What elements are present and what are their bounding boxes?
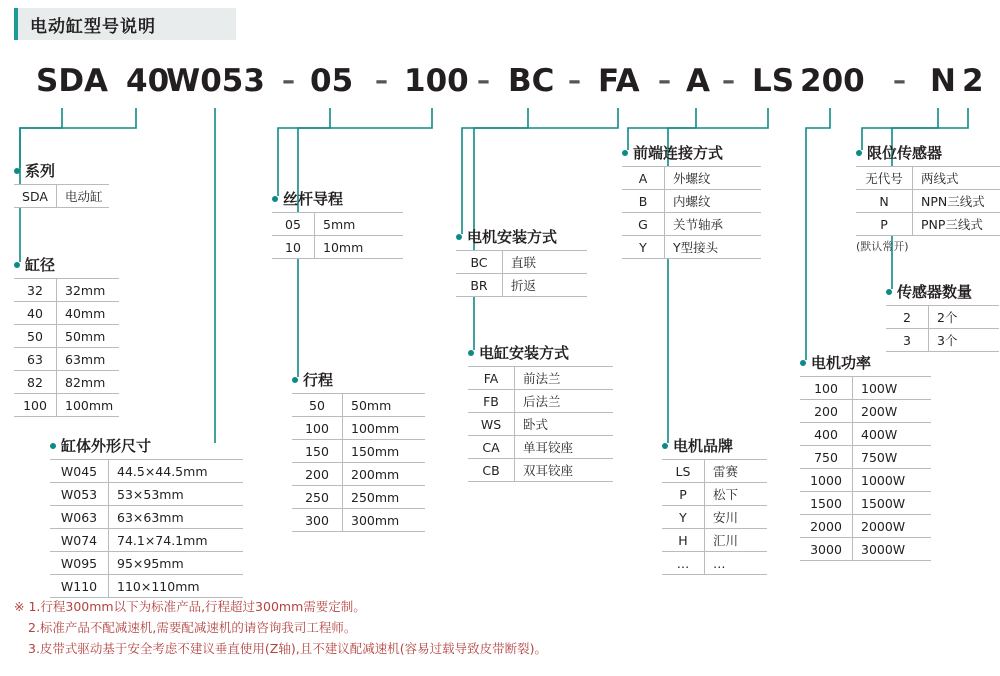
bullet-icon	[292, 377, 298, 383]
motor-power-code-5: 1500	[800, 492, 853, 515]
group-cylinder-mount-table	[468, 366, 613, 482]
motor-power-value-7: 3000W	[853, 538, 932, 561]
table-row	[272, 213, 403, 236]
group-cylinder-mount	[468, 342, 613, 482]
table-row	[800, 423, 931, 446]
group-motor-brand	[662, 435, 767, 575]
bore-value-3: 63mm	[57, 348, 120, 371]
motor-power-code-3: 750	[800, 446, 853, 469]
motor-brand-code-1: P	[662, 483, 705, 506]
group-front-connection-header	[622, 142, 761, 163]
table-row	[856, 190, 1000, 213]
table-row	[50, 575, 243, 598]
bullet-icon	[50, 443, 56, 449]
group-motor-brand-label: 电机品牌	[673, 437, 734, 455]
motor-brand-value-4: …	[705, 552, 768, 575]
group-lead-table	[272, 212, 403, 259]
stroke-value-5: 300mm	[343, 509, 426, 532]
limit-sensor-value-2: PNP三线式	[913, 213, 1000, 236]
bullet-icon	[14, 262, 20, 268]
stroke-value-1: 100mm	[343, 417, 426, 440]
motor-mount-value-0: 直联	[503, 251, 588, 274]
body-size-value-5: 110×110mm	[109, 575, 244, 598]
bullet-icon	[272, 196, 278, 202]
bullet-icon	[886, 289, 892, 295]
front-connection-code-3: Y	[622, 236, 665, 259]
motor-power-code-0: 100	[800, 377, 853, 400]
note-line-3: 3.皮带式驱动基于安全考虑不建议垂直使用(Z轴),且不建议配减速机(容易过载导致皮带断裂)。	[28, 641, 547, 656]
group-limit-sensor-header	[856, 142, 1000, 163]
motor-brand-code-0: LS	[662, 460, 705, 483]
stroke-code-2: 150	[292, 440, 343, 463]
lead-value-1: 10mm	[315, 236, 404, 259]
table-row	[292, 463, 425, 486]
group-body-size-header	[50, 435, 243, 456]
series-code-0: SDA	[14, 185, 57, 208]
table-row	[622, 167, 761, 190]
code-segment-bore: 40	[126, 63, 170, 99]
bullet-icon	[856, 150, 862, 156]
group-motor-mount-header	[456, 226, 587, 247]
limit-sensor-value-1: NPN三线式	[913, 190, 1000, 213]
sensor-count-value-1: 3个	[929, 329, 1000, 352]
table-row	[622, 213, 761, 236]
group-motor-mount-table	[456, 250, 587, 297]
bullet-icon	[622, 150, 628, 156]
group-bore-table	[14, 278, 119, 417]
motor-brand-value-3: 汇川	[705, 529, 768, 552]
limit-sensor-value-0: 两线式	[913, 167, 1000, 190]
group-series-label: 系列	[25, 162, 56, 180]
code-dash-6: –	[722, 66, 735, 96]
stroke-value-0: 50mm	[343, 394, 426, 417]
code-segment-cylinder-mount: FA	[598, 63, 640, 99]
cylinder-mount-code-3: CA	[468, 436, 515, 459]
group-motor-mount	[456, 226, 587, 297]
motor-brand-value-1: 松下	[705, 483, 768, 506]
body-size-value-0: 44.5×44.5mm	[109, 460, 244, 483]
group-bore-header	[14, 254, 119, 275]
table-row	[14, 371, 119, 394]
bore-value-1: 40mm	[57, 302, 120, 325]
motor-power-code-6: 2000	[800, 515, 853, 538]
front-connection-value-0: 外螺纹	[665, 167, 762, 190]
group-sensor-count-table	[886, 305, 999, 352]
code-dash-1: –	[282, 66, 295, 96]
table-row	[468, 390, 613, 413]
motor-power-code-7: 3000	[800, 538, 853, 561]
bore-value-5: 100mm	[57, 394, 120, 417]
limit-sensor-note: (默认常开)	[856, 240, 909, 253]
cylinder-mount-value-2: 卧式	[515, 413, 614, 436]
group-front-connection	[622, 142, 761, 259]
table-row	[14, 348, 119, 371]
group-series-table	[14, 184, 109, 208]
body-size-value-4: 95×95mm	[109, 552, 244, 575]
motor-brand-code-2: Y	[662, 506, 705, 529]
table-row	[292, 509, 425, 532]
code-segment-sensor-count: 2	[962, 63, 984, 99]
cylinder-mount-value-3: 单耳铰座	[515, 436, 614, 459]
page-title	[14, 8, 236, 40]
table-row	[50, 483, 243, 506]
motor-brand-value-0: 雷赛	[705, 460, 768, 483]
code-segment-motor-mount: BC	[508, 63, 555, 99]
table-row	[14, 185, 109, 208]
table-row	[292, 394, 425, 417]
group-bore-label: 缸径	[25, 256, 56, 274]
body-size-code-5: W110	[50, 575, 109, 598]
group-motor-mount-label: 电机安装方式	[467, 228, 558, 246]
stroke-code-3: 200	[292, 463, 343, 486]
bore-value-2: 50mm	[57, 325, 120, 348]
group-motor-power	[800, 352, 931, 561]
table-row	[856, 213, 1000, 236]
table-row	[800, 469, 931, 492]
table-row	[800, 400, 931, 423]
motor-power-code-4: 1000	[800, 469, 853, 492]
motor-power-value-2: 400W	[853, 423, 932, 446]
motor-power-code-2: 400	[800, 423, 853, 446]
stroke-value-4: 250mm	[343, 486, 426, 509]
stroke-code-5: 300	[292, 509, 343, 532]
motor-mount-code-0: BC	[456, 251, 503, 274]
table-row	[662, 460, 767, 483]
limit-sensor-code-1: N	[856, 190, 913, 213]
code-segment-motor-power: 200	[800, 63, 865, 99]
table-row	[622, 236, 761, 259]
front-connection-code-0: A	[622, 167, 665, 190]
table-row	[662, 552, 767, 575]
front-connection-value-2: 关节轴承	[665, 213, 762, 236]
bore-value-4: 82mm	[57, 371, 120, 394]
table-row	[14, 279, 119, 302]
group-front-connection-label: 前端连接方式	[633, 144, 724, 162]
front-connection-value-3: Y型接头	[665, 236, 762, 259]
group-motor-brand-header	[662, 435, 767, 456]
lead-code-0: 05	[272, 213, 315, 236]
group-front-connection-table	[622, 166, 761, 259]
table-row	[292, 486, 425, 509]
code-dash-5: –	[658, 66, 671, 96]
group-cylinder-mount-header	[468, 342, 613, 363]
body-size-code-0: W045	[50, 460, 109, 483]
title-accent-bar	[14, 8, 18, 40]
table-row	[662, 529, 767, 552]
stroke-code-0: 50	[292, 394, 343, 417]
bore-code-0: 32	[14, 279, 57, 302]
front-connection-value-1: 内螺纹	[665, 190, 762, 213]
table-row	[50, 529, 243, 552]
table-row	[856, 167, 1000, 190]
table-row	[886, 329, 999, 352]
table-row	[800, 377, 931, 400]
cylinder-mount-code-2: WS	[468, 413, 515, 436]
motor-mount-value-1: 折返	[503, 274, 588, 297]
table-row	[662, 483, 767, 506]
group-lead-label: 丝杆导程	[283, 190, 344, 208]
table-row	[50, 460, 243, 483]
code-segment-lead: 05	[310, 63, 354, 99]
code-segment-series: SDA	[36, 63, 109, 99]
group-sensor-count	[886, 281, 999, 352]
code-segment-front-connection: A	[686, 63, 710, 99]
group-sensor-count-header	[886, 281, 999, 302]
group-series	[14, 160, 109, 208]
motor-power-value-3: 750W	[853, 446, 932, 469]
group-motor-power-table	[800, 376, 931, 561]
table-row	[800, 515, 931, 538]
sensor-count-code-1: 3	[886, 329, 929, 352]
body-size-value-1: 53×53mm	[109, 483, 244, 506]
table-row	[468, 436, 613, 459]
table-row	[800, 492, 931, 515]
limit-sensor-code-0: 无代号	[856, 167, 913, 190]
sensor-count-value-0: 2个	[929, 306, 1000, 329]
page-title-text: 电动缸型号说明	[30, 16, 156, 37]
stroke-code-4: 250	[292, 486, 343, 509]
group-sensor-count-label: 传感器数量	[897, 283, 973, 301]
body-size-value-3: 74.1×74.1mm	[109, 529, 244, 552]
table-row	[292, 440, 425, 463]
group-limit-sensor-label: 限位传感器	[867, 144, 943, 162]
group-stroke	[292, 369, 425, 532]
table-row	[886, 306, 999, 329]
table-row	[272, 236, 403, 259]
group-bore	[14, 254, 119, 417]
lead-code-1: 10	[272, 236, 315, 259]
bore-code-1: 40	[14, 302, 57, 325]
group-limit-sensor-table	[856, 166, 1000, 236]
bullet-icon	[456, 234, 462, 240]
note-line-2: 2.标准产品不配减速机,需要配减速机的请咨询我司工程师。	[28, 620, 357, 635]
group-motor-power-label: 电机功率	[811, 354, 872, 372]
cylinder-mount-value-1: 后法兰	[515, 390, 614, 413]
bullet-icon	[14, 168, 20, 174]
code-segment-motor-brand: LS	[752, 63, 795, 99]
group-cylinder-mount-label: 电缸安装方式	[479, 344, 570, 362]
table-row	[292, 417, 425, 440]
table-row	[468, 367, 613, 390]
limit-sensor-code-2: P	[856, 213, 913, 236]
group-stroke-label: 行程	[303, 371, 334, 389]
motor-mount-code-1: BR	[456, 274, 503, 297]
bullet-icon	[468, 350, 474, 356]
code-segment-body-size: W053	[166, 63, 265, 99]
code-dash-2: –	[375, 66, 388, 96]
motor-power-value-6: 2000W	[853, 515, 932, 538]
group-lead-header	[272, 188, 403, 209]
table-row	[800, 446, 931, 469]
table-row	[456, 251, 587, 274]
table-row	[50, 552, 243, 575]
table-row	[14, 302, 119, 325]
group-stroke-header	[292, 369, 425, 390]
body-size-code-3: W074	[50, 529, 109, 552]
cylinder-mount-value-4: 双耳铰座	[515, 459, 614, 482]
motor-power-value-4: 1000W	[853, 469, 932, 492]
motor-power-code-1: 200	[800, 400, 853, 423]
footer-notes	[14, 596, 714, 659]
body-size-value-2: 63×63mm	[109, 506, 244, 529]
bore-code-2: 50	[14, 325, 57, 348]
stroke-code-1: 100	[292, 417, 343, 440]
group-lead	[272, 188, 403, 259]
bore-code-4: 82	[14, 371, 57, 394]
cylinder-mount-value-0: 前法兰	[515, 367, 614, 390]
sensor-count-code-0: 2	[886, 306, 929, 329]
motor-power-value-5: 1500W	[853, 492, 932, 515]
table-row	[14, 394, 119, 417]
group-motor-power-header	[800, 352, 931, 373]
stroke-value-3: 200mm	[343, 463, 426, 486]
group-motor-brand-table	[662, 459, 767, 575]
motor-power-value-0: 100W	[853, 377, 932, 400]
model-code-row	[0, 58, 1000, 104]
table-row	[456, 274, 587, 297]
series-value-0: 电动缸	[57, 185, 109, 208]
front-connection-code-1: B	[622, 190, 665, 213]
table-row	[622, 190, 761, 213]
group-body-size	[50, 435, 243, 598]
code-dash-7: –	[893, 66, 906, 96]
bullet-icon	[800, 360, 806, 366]
code-dash-4: –	[568, 66, 581, 96]
body-size-code-4: W095	[50, 552, 109, 575]
bore-code-3: 63	[14, 348, 57, 371]
body-size-code-2: W063	[50, 506, 109, 529]
lead-value-0: 5mm	[315, 213, 404, 236]
motor-brand-code-4: …	[662, 552, 705, 575]
group-series-header	[14, 160, 109, 181]
cylinder-mount-code-4: CB	[468, 459, 515, 482]
motor-brand-value-2: 安川	[705, 506, 768, 529]
body-size-code-1: W053	[50, 483, 109, 506]
cylinder-mount-code-0: FA	[468, 367, 515, 390]
table-row	[468, 459, 613, 482]
code-segment-stroke: 100	[404, 63, 469, 99]
front-connection-code-2: G	[622, 213, 665, 236]
table-row	[662, 506, 767, 529]
cylinder-mount-code-1: FB	[468, 390, 515, 413]
group-body-size-label: 缸体外形尺寸	[61, 437, 152, 455]
note-line-1: ※ 1.行程300mm以下为标准产品,行程超过300mm需要定制。	[14, 599, 366, 614]
group-limit-sensor	[856, 142, 1000, 254]
motor-brand-code-3: H	[662, 529, 705, 552]
code-segment-limit-sensor: N	[930, 63, 956, 99]
table-row	[468, 413, 613, 436]
bore-code-5: 100	[14, 394, 57, 417]
stroke-value-2: 150mm	[343, 440, 426, 463]
table-row	[14, 325, 119, 348]
table-row	[800, 538, 931, 561]
motor-power-value-1: 200W	[853, 400, 932, 423]
group-body-size-table	[50, 459, 243, 598]
bullet-icon	[662, 443, 668, 449]
code-dash-3: –	[477, 66, 490, 96]
table-row	[50, 506, 243, 529]
group-stroke-table	[292, 393, 425, 532]
bore-value-0: 32mm	[57, 279, 120, 302]
